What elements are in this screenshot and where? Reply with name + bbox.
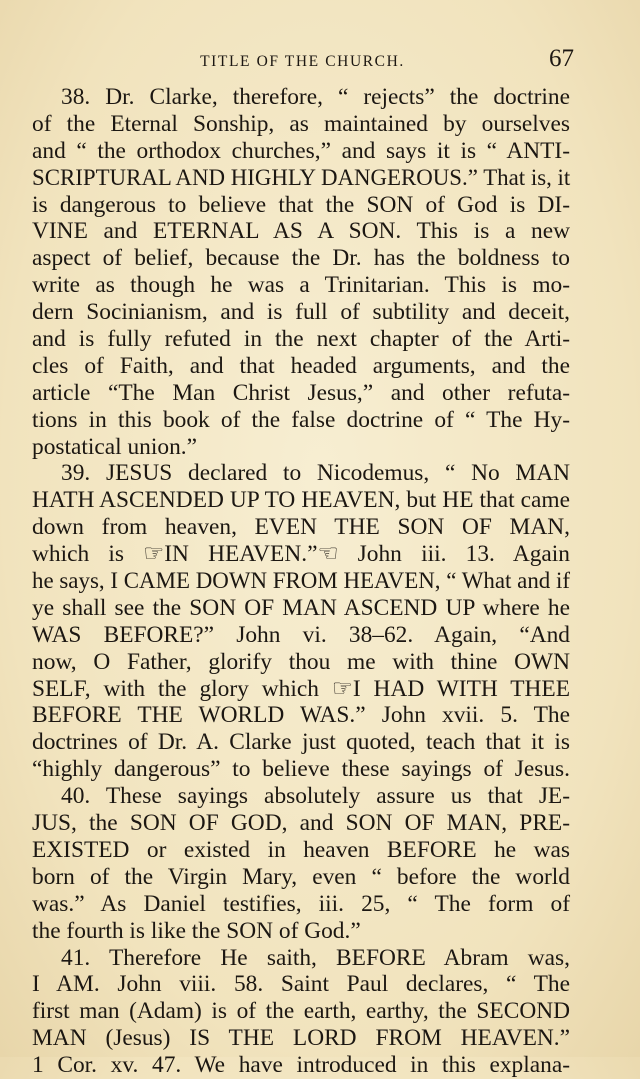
text-line: of the Eternal Sonship, as maintained by ourselves — [32, 110, 570, 137]
text-line: which is ☞IN HEAVEN.”☜ John iii. 13. Again — [32, 541, 570, 568]
text-line: 41. Therefore He saith, BEFORE Abram was, — [61, 944, 570, 971]
text-line: postatical union.” — [32, 433, 197, 460]
text-line: aspect of belief, because the Dr. has the boldness to — [32, 245, 570, 272]
text-line: he says, I CAME DOWN FROM HEAVEN, “ What and if — [32, 568, 570, 594]
text-line: WAS BEFORE?” John vi. 38–62. Again, “And — [32, 621, 570, 648]
body-text — [32, 84, 570, 1079]
text-line: now, O Father, glorify thou me with thine OWN — [32, 648, 570, 675]
text-line: “highly dangerous” to believe these sayings of Jesus. — [32, 756, 570, 783]
text-line: and is fully refuted in the next chapter of the Arti- — [32, 326, 570, 353]
running-head — [35, 45, 574, 74]
text-line: ye shall see the SON OF MAN ASCEND UP where he — [32, 594, 570, 621]
text-line: EXISTED or existed in heaven BEFORE he was — [32, 836, 570, 863]
text-line: 40. These sayings absolutely assure us that JE- — [61, 783, 570, 810]
running-head-title: TITLE OF THE CHURCH. — [200, 53, 405, 70]
text-line: is dangerous to believe that the SON of God is DI- — [32, 191, 570, 218]
text-line: BEFORE THE WORLD WAS.” John xvii. 5. The — [32, 702, 570, 729]
text-line: born of the Virgin Mary, even “ before the world — [32, 863, 570, 890]
text-line: SELF, with the glory which ☞I HAD WITH THEE — [32, 675, 570, 702]
text-line: dern Socinianism, and is full of subtility and deceit, — [32, 299, 570, 326]
text-line: cles of Faith, and that headed arguments, and the — [32, 352, 570, 379]
text-line: tions in this book of the false doctrine of “ The Hy- — [32, 406, 570, 433]
text-line: 39. JESUS declared to Nicodemus, “ No MAN — [61, 460, 570, 487]
text-line: first man (Adam) is of the earth, earthy, the SECOND — [32, 998, 570, 1025]
text-line: HATH ASCENDED UP TO HEAVEN, but HE that came — [32, 487, 570, 514]
text-line: JUS, the SON OF GOD, and SON OF MAN, PRE- — [32, 810, 570, 837]
text-line: VINE and ETERNAL AS A SON. This is a new — [32, 218, 570, 245]
text-line: write as though he was a Trinitarian. This is mo- — [32, 272, 570, 299]
text-line: MAN (Jesus) IS THE LORD FROM HEAVEN.” — [32, 1025, 570, 1052]
text-line: SCRIPTURAL AND HIGHLY DANGEROUS.” That is, it — [32, 164, 571, 190]
text-line: 1 Cor. xv. 47. We have introduced in this explana- — [32, 1052, 570, 1079]
text-line: down from heaven, EVEN THE SON OF MAN, — [32, 514, 570, 541]
page-number: 67 — [549, 45, 574, 72]
text-line: article “The Man Christ Jesus,” and other refuta- — [32, 379, 570, 406]
text-line: 38. Dr. Clarke, therefore, “ rejects” the doctrine — [61, 84, 570, 110]
text-line: I AM. John viii. 58. Saint Paul declares, “ The — [32, 971, 570, 998]
text-line: was.” As Daniel testifies, iii. 25, “ The form of — [32, 890, 570, 917]
text-line: doctrines of Dr. A. Clarke just quoted, teach that it is — [32, 729, 570, 756]
text-line: and “ the orthodox churches,” and says it is “ ANTI- — [32, 137, 570, 164]
text-line: the fourth is like the SON of God.” — [32, 917, 361, 944]
